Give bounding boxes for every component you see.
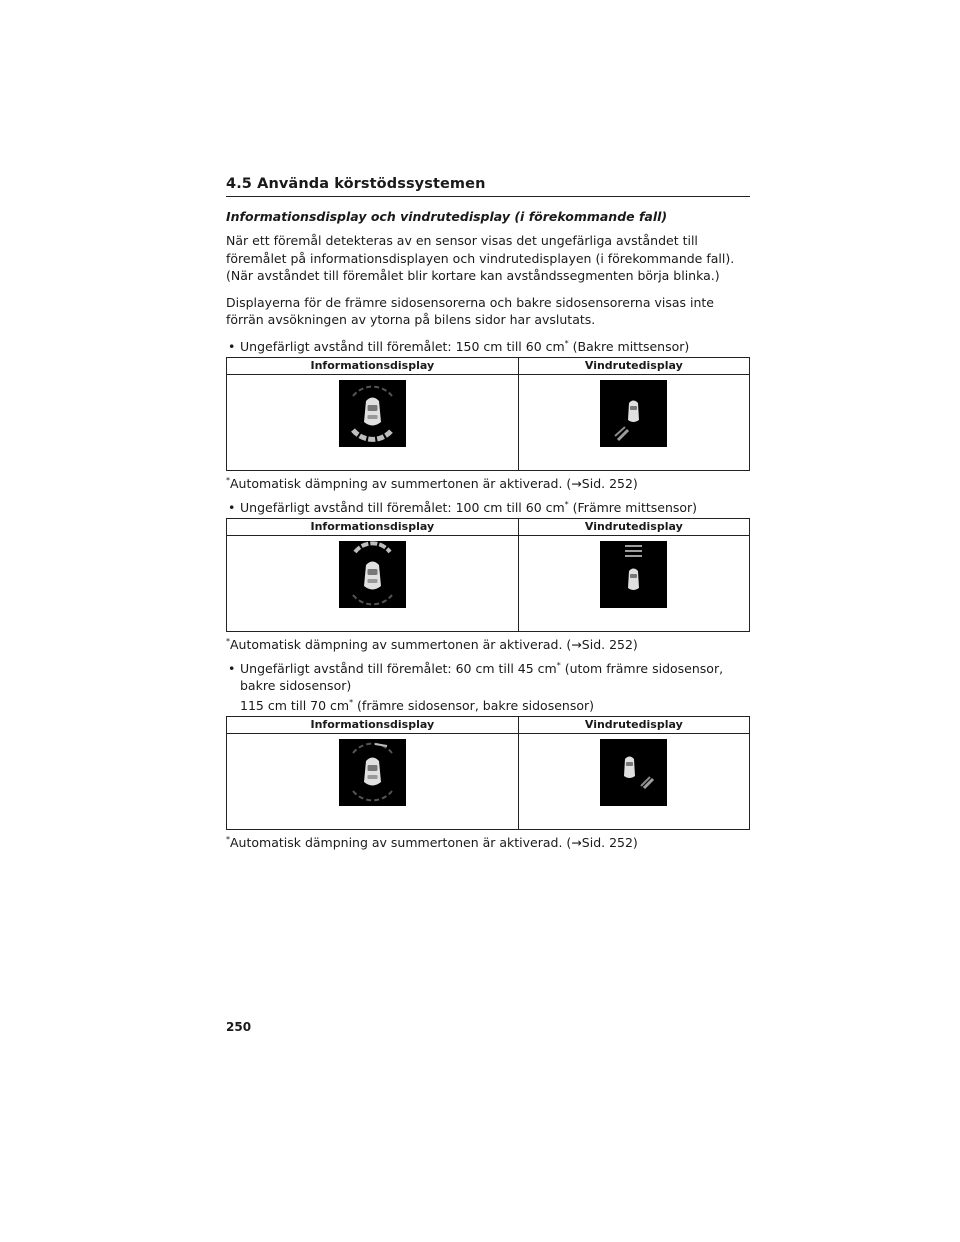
bullet-front-center-sensor: • Ungefärligt avstånd till föremålet: 100 cm till 60 cm* (Främre mittsensor)	[226, 499, 750, 517]
hud-display-rear-image	[600, 380, 667, 447]
hud-display-cell	[518, 536, 749, 632]
column-header-hud: Vindrutedisplay	[518, 519, 749, 536]
info-display-cell	[227, 375, 519, 471]
column-header-info: Informationsdisplay	[227, 519, 519, 536]
bullet-side-sensors: • Ungefärligt avstånd till föremålet: 60 cm till 45 cm* (utom främre sidosensor, bakre sidosensor)	[226, 660, 750, 695]
footnote-marker: *	[556, 660, 561, 670]
column-header-hud: Vindrutedisplay	[518, 717, 749, 734]
hud-display-front-image	[600, 541, 667, 608]
intro-paragraph-2: Displayerna för de främre sidosensorerna och bakre sidosensorerna visas inte förrän avsökningen av ytorna på bilens sidor har avslutats.	[226, 294, 714, 327]
footnote-marker: *	[564, 499, 569, 509]
info-display-cell	[227, 536, 519, 632]
section-header: 4.5 Använda körstödssystemen	[226, 176, 750, 197]
display-table-front-center	[226, 518, 750, 632]
info-display-side-image	[339, 739, 406, 806]
info-display-front-image	[339, 541, 406, 608]
footnote-marker: *	[349, 697, 354, 707]
bullet-rear-center-sensor: • Ungefärligt avstånd till föremålet: 150 cm till 60 cm* (Bakre mittsensor)	[226, 338, 750, 356]
hud-display-cell	[518, 375, 749, 471]
footnote: *Automatisk dämpning av summertonen är aktiverad. (→Sid. 252)	[226, 476, 638, 491]
info-display-rear-image	[339, 380, 406, 447]
page-number: 250	[226, 1020, 252, 1034]
subheading: Informationsdisplay och vindrutedisplay (i förekommande fall)	[226, 209, 668, 224]
footnote: *Automatisk dämpning av summertonen är aktiverad. (→Sid. 252)	[226, 835, 638, 850]
footnote: *Automatisk dämpning av summertonen är aktiverad. (→Sid. 252)	[226, 637, 638, 652]
footnote-marker: *	[564, 338, 569, 348]
column-header-info: Informationsdisplay	[227, 717, 519, 734]
display-table-rear-center	[226, 357, 750, 471]
display-table-side	[226, 716, 750, 830]
info-display-cell	[227, 734, 519, 830]
hud-display-side-image	[600, 739, 667, 806]
column-header-info: Informationsdisplay	[227, 358, 519, 375]
intro-paragraph-1: När ett föremål detekteras av en sensor visas det ungefärliga avståndet till föremålet på informationsdisplayen och vindrutedisplayen (i förekommande fall). (När avståndet till föremålet blir kortare kan avståndssegmenten börja blinka.)	[226, 233, 735, 283]
hud-display-cell	[518, 734, 749, 830]
column-header-hud: Vindrutedisplay	[518, 358, 749, 375]
page-content	[226, 176, 750, 858]
bullet-side-sensors-continued: 115 cm till 70 cm* (främre sidosensor, bakre sidosensor)	[240, 697, 595, 713]
